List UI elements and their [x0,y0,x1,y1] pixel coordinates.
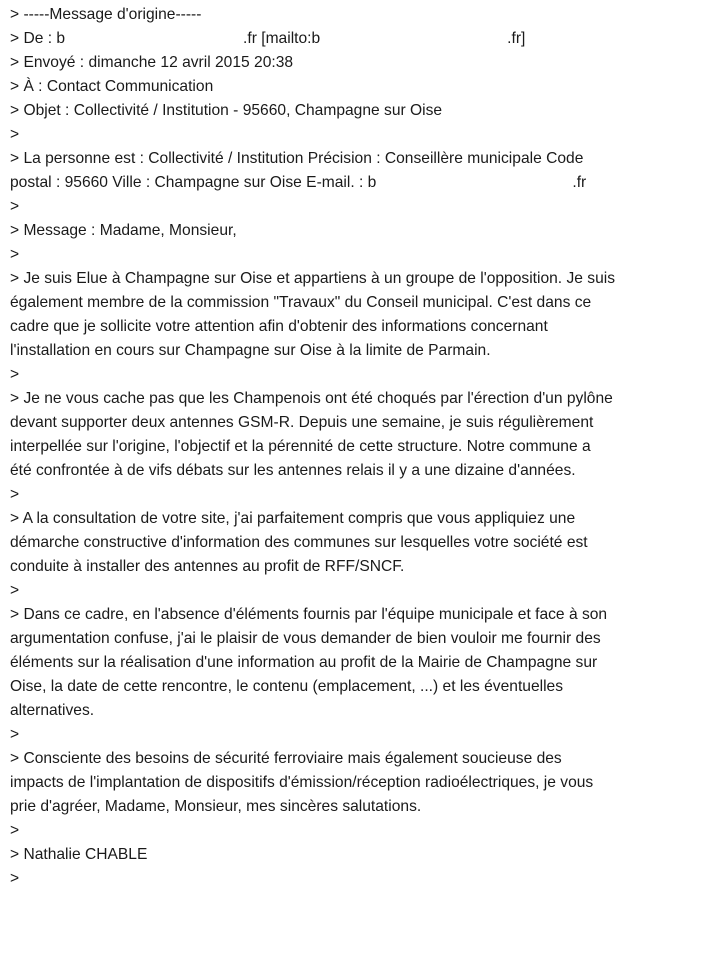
quote-marker: > [10,126,20,143]
paragraph-3-line: > A la consultation de votre site, j'ai parfaitement compris que vous appliquiez une [10,510,576,527]
from-mid: .fr [mailto:b [243,30,321,47]
quote-marker: > [10,726,20,743]
person-line-2-suffix: .fr [572,174,587,191]
to-line: > À : Contact Communication [10,78,214,95]
from-suffix: .fr] [507,30,526,47]
paragraph-3-line: démarche constructive d'information des communes sur lesquelles votre société est [10,534,588,551]
from-prefix: > De : b [10,30,66,47]
paragraph-1-line: cadre que je sollicite votre attention afin d'obtenir des informations concernant [10,318,548,335]
paragraph-1-line: également membre de la commission "Travaux" du Conseil municipal. C'est dans ce [10,294,592,311]
person-line-2 [10,171,712,195]
sent-line: > Envoyé : dimanche 12 avril 2015 20:38 [10,54,294,71]
message-line: > Message : Madame, Monsieur, [10,222,237,239]
paragraph-2-line: interpellée sur l'origine, l'objectif et la pérennité de cette structure. Notre commune a [10,438,591,455]
paragraph-4-line: alternatives. [10,702,95,719]
quote-marker: > [10,870,20,887]
paragraph-3-line: conduite à installer des antennes au profit de RFF/SNCF. [10,558,405,575]
paragraph-4-line: argumentation confuse, j'ai le plaisir de vous demander de bien vouloir me fournir des [10,630,601,647]
quote-marker: > [10,246,20,263]
paragraph-4-line: éléments sur la réalisation d'une information au profit de la Mairie de Champagne sur [10,654,598,671]
person-line-2-prefix: postal : 95660 Ville : Champagne sur Oise E-mail. : b [10,174,377,191]
paragraph-5-line: impacts de l'implantation de dispositifs d'émission/réception radioélectriques, je vous [10,774,594,791]
signature-line: > Nathalie CHABLE [10,846,148,863]
paragraph-1-line: l'installation en cours sur Champagne sur Oise à la limite de Parmain. [10,342,491,359]
quote-marker: > [10,366,20,383]
quote-marker: > [10,822,20,839]
paragraph-5-line: > Consciente des besoins de sécurité ferroviaire mais également soucieuse des [10,750,562,767]
from-line [10,27,712,51]
quote-marker: > [10,486,20,503]
paragraph-1-line: > Je suis Elue à Champagne sur Oise et appartiens à un groupe de l'opposition. Je suis [10,270,616,287]
paragraph-5-line: prie d'agréer, Madame, Monsieur, mes sincères salutations. [10,798,422,815]
paragraph-4-line: > Dans ce cadre, en l'absence d'éléments fournis par l'équipe municipale et face à son [10,606,608,623]
quote-marker: > [10,582,20,599]
origin-line: > -----Message d'origine----- [10,6,202,23]
paragraph-2-line: > Je ne vous cache pas que les Champenois ont été choqués par l'érection d'un pylône [10,390,613,407]
person-line-1: > La personne est : Collectivité / Institution Précision : Conseillère municipale Code [10,150,584,167]
paragraph-2-line: été confrontée à de vifs débats sur les antennes relais il y a une dizaine d'années. [10,462,576,479]
quote-marker: > [10,198,20,215]
subject-line: > Objet : Collectivité / Institution - 95660, Champagne sur Oise [10,102,443,119]
paragraph-4-line: Oise, la date de cette rencontre, le contenu (emplacement, ...) et les éventuelles [10,678,564,695]
paragraph-2-line: devant supporter deux antennes GSM-R. Depuis une semaine, je suis régulièrement [10,414,594,431]
